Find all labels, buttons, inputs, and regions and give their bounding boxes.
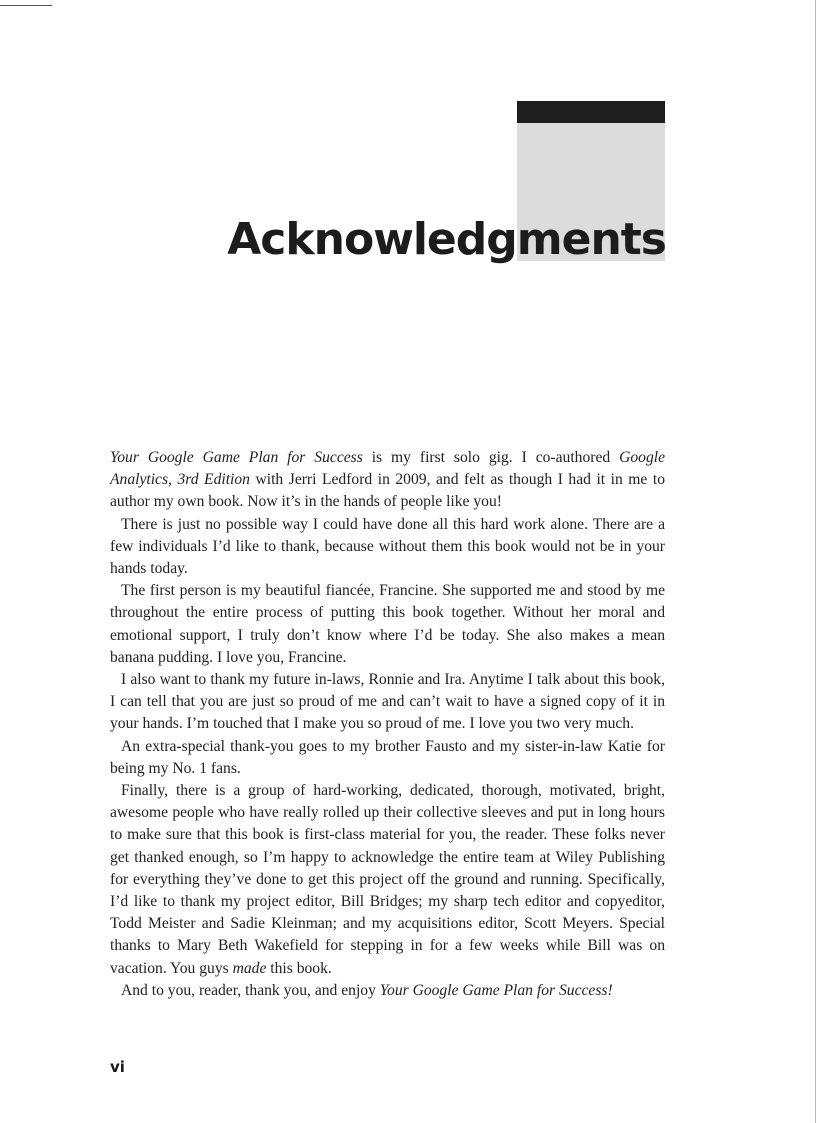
paragraph-3: The first person is my beautiful fiancée, Francine. She supported me and stood by me throughout the entire process of putting this book together. Without her moral and emotional support, I truly don’t know where I’d be today. She also makes a mean banana pudding. I love you, Francine.	[110, 582, 665, 666]
chapter-title-dark-bar	[517, 101, 665, 123]
book-title-italic: Your Google Game Plan for Success	[110, 449, 363, 466]
paragraph-1	[110, 447, 665, 514]
paragraph-6-text-a: Finally, there is a group of hard-working, dedicated, thorough, motivated, bright, awesome people who have really rolled up their collective sleeves and put in long hours to make sure that this book is first-class material for you, the reader. These folks never get thanked enough, so I’m happy to acknowledge the entire team at Wiley Publishing for everything they’ve done to get this project off the ground and running. Specifically, I’d like to thank my project editor, Bill Bridges; my sharp tech editor and copyeditor, Todd Meister and Sadie Kleinman; and my acquisitions editor, Scott Meyers. Special thanks to Mary Beth Wakefield for stepping in for a few weeks while Bill was on vacation. You guys	[110, 782, 665, 977]
acknowledgments-body	[110, 447, 665, 1002]
paragraph-7	[110, 980, 665, 1002]
paragraph-1-text-b: with Jerri Ledford in 2009, and felt as though I had it in me to author my own book. Now it’s in the hands of people like you!	[110, 471, 665, 511]
closing-book-title-italic: Your Google Game Plan for Success!	[379, 981, 613, 999]
paragraph-6-text-b: this book.	[266, 959, 332, 977]
referenced-book-title-italic: Google Analytics, 3rd Edition	[110, 449, 665, 489]
emphasis-made: made	[232, 959, 267, 977]
paragraph-6	[110, 780, 665, 980]
crop-mark	[0, 5, 52, 6]
paragraph-7-text: And to you, reader, thank you, and enjoy	[121, 981, 380, 999]
page-number: vi	[110, 1058, 125, 1076]
paragraph-4: I also want to thank my future in-laws, Ronnie and Ira. Anytime I talk about this book, I can tell that you are just so proud of me and can’t wait to have a signed copy of it in your hands. I’m touched that I make you so proud of me. I love you two very much.	[110, 671, 665, 733]
paragraph-1-text-a: is my first solo gig. I co-authored	[362, 449, 620, 466]
paragraph-5: An extra-special thank-you goes to my brother Fausto and my sister-in-law Katie for being my No. 1 fans.	[110, 737, 665, 777]
paragraph-2: There is just no possible way I could have done all this hard work alone. There are a few individuals I’d like to thank, because without them this book would not be in your hands today.	[110, 515, 665, 578]
page-title: Acknowledgments	[227, 214, 666, 265]
